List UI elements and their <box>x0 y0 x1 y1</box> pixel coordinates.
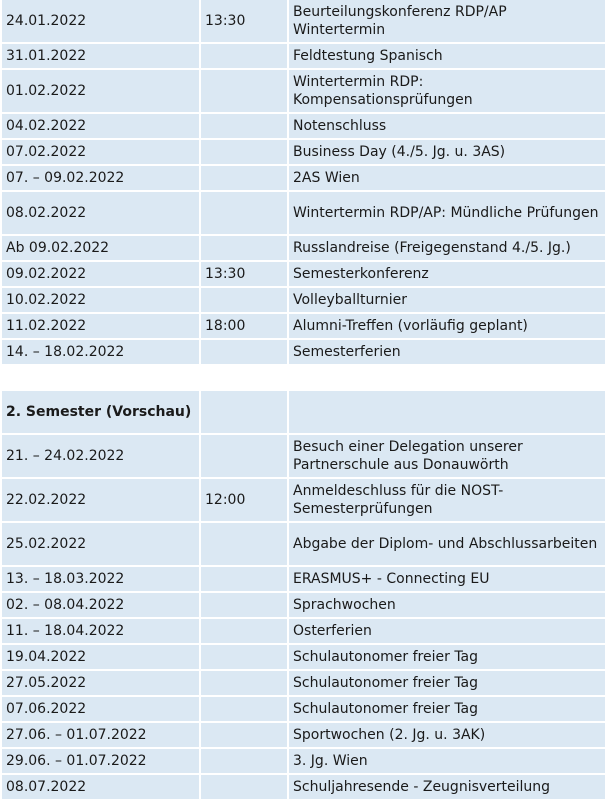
date-cell: 10.02.2022 <box>2 288 199 312</box>
time-cell: 13:30 <box>201 262 287 286</box>
table-row <box>2 314 605 338</box>
semester-heading: 2. Semester (Vorschau) <box>2 391 199 433</box>
event-cell: 3. Jg. Wien <box>289 749 605 773</box>
time-cell <box>201 567 287 591</box>
table-row <box>2 236 605 260</box>
table-row <box>2 723 605 747</box>
time-cell <box>201 288 287 312</box>
time-cell <box>201 70 287 112</box>
date-cell: 13. – 18.03.2022 <box>2 567 199 591</box>
event-cell <box>289 391 605 433</box>
time-cell <box>201 44 287 68</box>
event-cell: Schulautonomer freier Tag <box>289 645 605 669</box>
date-cell: 25.02.2022 <box>2 523 199 565</box>
event-cell: 2AS Wien <box>289 166 605 190</box>
table-row <box>2 619 605 643</box>
event-cell: Alumni-Treffen (vorläufig geplant) <box>289 314 605 338</box>
table-row <box>2 523 605 565</box>
time-cell <box>201 140 287 164</box>
table-row <box>2 775 605 799</box>
time-cell <box>201 645 287 669</box>
date-cell: 07. – 09.02.2022 <box>2 166 199 190</box>
date-cell: 19.04.2022 <box>2 645 199 669</box>
calendar-table-body <box>2 0 605 364</box>
time-cell <box>201 435 287 477</box>
time-cell <box>201 775 287 799</box>
time-cell <box>201 723 287 747</box>
event-cell: Sprachwochen <box>289 593 605 617</box>
date-cell: 11. – 18.04.2022 <box>2 619 199 643</box>
event-cell: Beurteilungskonferenz RDP/AP Wintertermin <box>289 0 605 42</box>
table-row <box>2 70 605 112</box>
time-cell <box>201 749 287 773</box>
date-cell: Ab 09.02.2022 <box>2 236 199 260</box>
event-cell: Notenschluss <box>289 114 605 138</box>
table-row <box>2 593 605 617</box>
calendar-table-body <box>2 391 605 799</box>
date-cell: 14. – 18.02.2022 <box>2 340 199 364</box>
event-cell: Anmeldeschluss für die NOST-Semesterprüfungen <box>289 479 605 521</box>
calendar-table-semester-1 <box>0 0 607 366</box>
event-cell: Volleyballturnier <box>289 288 605 312</box>
event-cell: Russlandreise (Freigegenstand 4./5. Jg.) <box>289 236 605 260</box>
event-cell: Wintertermin RDP: Kompensationsprüfungen <box>289 70 605 112</box>
date-cell: 04.02.2022 <box>2 114 199 138</box>
date-cell: 31.01.2022 <box>2 44 199 68</box>
table-row <box>2 435 605 477</box>
table-row <box>2 479 605 521</box>
event-cell: Business Day (4./5. Jg. u. 3AS) <box>289 140 605 164</box>
table-row <box>2 140 605 164</box>
date-cell: 08.07.2022 <box>2 775 199 799</box>
event-cell: Schulautonomer freier Tag <box>289 697 605 721</box>
table-header-row <box>2 391 605 433</box>
time-cell: 18:00 <box>201 314 287 338</box>
table-row <box>2 192 605 234</box>
table-row <box>2 262 605 286</box>
date-cell: 08.02.2022 <box>2 192 199 234</box>
event-cell: Schuljahresende - Zeugnisverteilung <box>289 775 605 799</box>
date-cell: 09.02.2022 <box>2 262 199 286</box>
event-cell: Wintertermin RDP/AP: Mündliche Prüfungen <box>289 192 605 234</box>
event-cell: Semesterferien <box>289 340 605 364</box>
table-row <box>2 697 605 721</box>
time-cell <box>201 697 287 721</box>
table-row <box>2 166 605 190</box>
time-cell: 12:00 <box>201 479 287 521</box>
date-cell: 29.06. – 01.07.2022 <box>2 749 199 773</box>
date-cell: 11.02.2022 <box>2 314 199 338</box>
event-cell: Sportwochen (2. Jg. u. 3AK) <box>289 723 605 747</box>
date-cell: 07.02.2022 <box>2 140 199 164</box>
date-cell: 07.06.2022 <box>2 697 199 721</box>
table-row <box>2 44 605 68</box>
date-cell: 22.02.2022 <box>2 479 199 521</box>
time-cell <box>201 192 287 234</box>
time-cell <box>201 671 287 695</box>
table-row <box>2 0 605 42</box>
event-cell: Besuch einer Delegation unserer Partnerschule aus Donauwörth <box>289 435 605 477</box>
time-cell <box>201 593 287 617</box>
time-cell <box>201 236 287 260</box>
event-cell: Semesterkonferenz <box>289 262 605 286</box>
time-cell <box>201 619 287 643</box>
event-cell: Schulautonomer freier Tag <box>289 671 605 695</box>
table-row <box>2 749 605 773</box>
table-row <box>2 645 605 669</box>
date-cell: 24.01.2022 <box>2 0 199 42</box>
time-cell <box>201 340 287 364</box>
date-cell: 27.06. – 01.07.2022 <box>2 723 199 747</box>
time-cell <box>201 523 287 565</box>
table-row <box>2 567 605 591</box>
time-cell <box>201 391 287 433</box>
date-cell: 27.05.2022 <box>2 671 199 695</box>
event-cell: Feldtestung Spanisch <box>289 44 605 68</box>
table-row <box>2 288 605 312</box>
table-row <box>2 114 605 138</box>
event-cell: Osterferien <box>289 619 605 643</box>
event-cell: Abgabe der Diplom- und Abschlussarbeiten <box>289 523 605 565</box>
time-cell <box>201 166 287 190</box>
time-cell <box>201 114 287 138</box>
time-cell: 13:30 <box>201 0 287 42</box>
date-cell: 21. – 24.02.2022 <box>2 435 199 477</box>
date-cell: 02. – 08.04.2022 <box>2 593 199 617</box>
date-cell: 01.02.2022 <box>2 70 199 112</box>
table-row <box>2 340 605 364</box>
event-cell: ERASMUS+ - Connecting EU <box>289 567 605 591</box>
table-row <box>2 671 605 695</box>
calendar-table-semester-2 <box>0 389 607 801</box>
